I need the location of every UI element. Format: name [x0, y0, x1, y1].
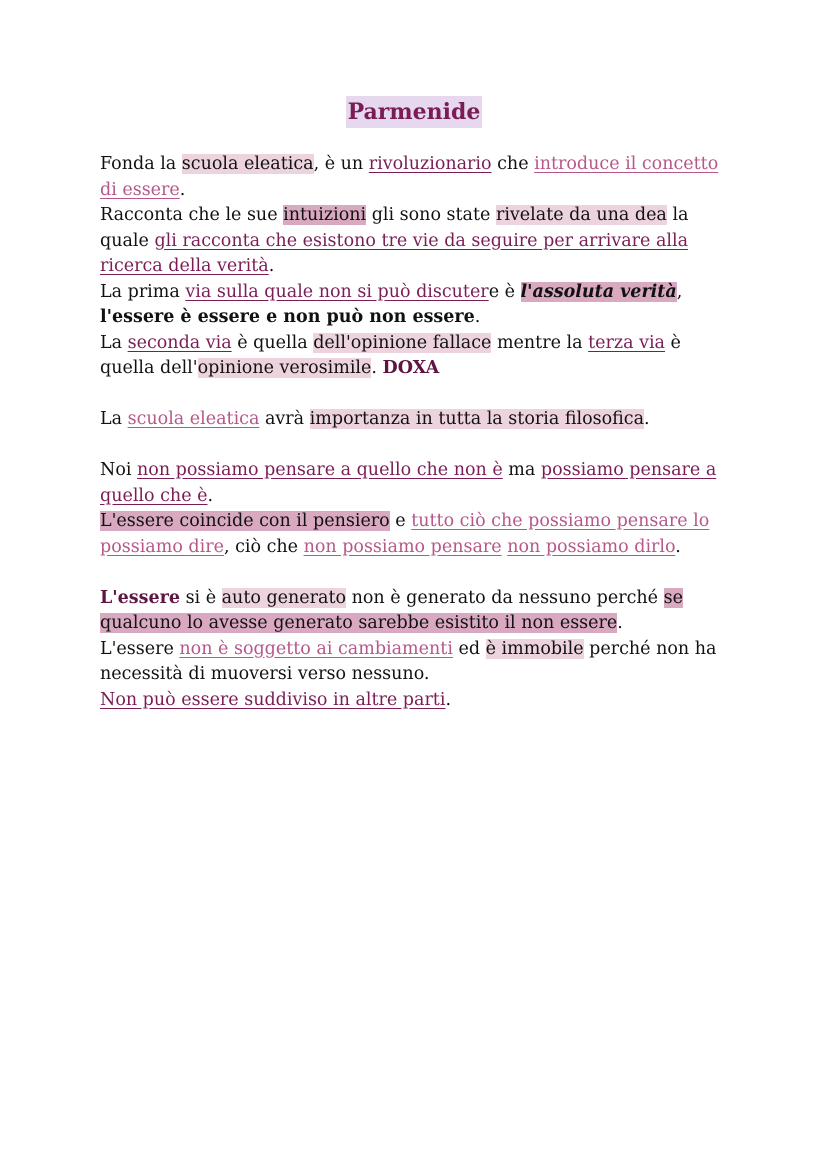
paragraph-6: [100, 458, 740, 509]
text-run: .: [207, 485, 214, 506]
underline-cambiamenti: non è soggetto ai cambiamenti: [179, 638, 453, 659]
bold-essere-essere: l'essere è essere e non può non essere: [100, 307, 475, 327]
text-run: .: [268, 256, 275, 276]
title-container: [0, 96, 828, 128]
highlight-assoluta-verita: l'assoluta verità: [520, 281, 677, 302]
text-run: .: [644, 409, 650, 429]
paragraph-gap: [100, 560, 740, 586]
paragraph-4: [100, 331, 740, 382]
highlight-immobile: è immobile: [485, 638, 584, 659]
highlight-opinione-verosimile: opinione verosimile: [197, 358, 372, 378]
highlight-intuizioni: intuizioni: [283, 205, 367, 225]
text-run: .: [474, 307, 481, 327]
paragraph-3: [100, 280, 740, 331]
paragraph-8: [100, 586, 740, 637]
text-run: non è generato da nessuno perché: [346, 587, 664, 608]
text-run: L'essere: [100, 638, 180, 659]
underline-suddiviso: Non può essere suddiviso in altre parti: [100, 689, 446, 710]
text-run: .: [179, 179, 186, 200]
underline-seconda-via: seconda via: [127, 332, 232, 353]
text-run: La: [100, 409, 128, 429]
underline-via-indiscutibile: via sulla quale non si può discuter: [185, 281, 489, 302]
text-run: .: [445, 689, 452, 710]
text-run: , è un: [313, 154, 369, 174]
text-run: ed: [452, 638, 486, 659]
text-run: .: [371, 358, 383, 378]
paragraph-7: [100, 509, 740, 560]
text-run: e è: [488, 281, 521, 302]
text-run: .: [675, 536, 681, 557]
underline-concetto-essere: introduce il concetto di essere: [100, 154, 719, 200]
underline-non-possiamo-pensare-2: non possiamo pensare: [303, 536, 502, 557]
text-run: ,: [676, 281, 683, 302]
text-run: , ciò che: [223, 536, 304, 557]
paragraph-9: [100, 637, 740, 688]
underline-tre-vie: gli racconta che esistono tre vie da seguire per arrivare alla ricerca della verità: [100, 230, 688, 276]
paragraph-gap: [100, 433, 740, 459]
text-run: Noi: [100, 460, 138, 480]
highlight-auto-generato: auto generato: [221, 587, 347, 608]
paragraph-1: [100, 152, 740, 203]
text-run: la quale: [100, 205, 689, 251]
text-run: gli sono state: [366, 205, 496, 225]
highlight-opinione-fallace: dell'opinione fallace: [313, 332, 492, 353]
page-title: Parmenide: [346, 96, 483, 128]
text-run: avrà: [259, 409, 310, 429]
highlight-scuola-eleatica: scuola eleatica: [181, 154, 314, 174]
text-run: perché non ha necessità di muoversi verso nessuno.: [100, 638, 717, 684]
text-run: ma: [502, 460, 541, 480]
text-run: Fonda la: [100, 154, 182, 174]
text-run: Racconta che le sue: [100, 205, 284, 225]
paragraph-2: [100, 203, 740, 280]
paragraph-gap: [100, 382, 740, 408]
bold-doxa: DOXA: [382, 358, 440, 378]
underline-possiamo-dire: tutto ciò che possiamo pensare lo possiamo dire: [100, 511, 710, 557]
paragraph-5: [100, 407, 740, 433]
underline-non-possiamo-pensare: non possiamo pensare a quello che non è: [137, 460, 503, 480]
text-run: che: [491, 154, 535, 174]
highlight-rivelate-dea: rivelate da una dea: [495, 205, 667, 225]
highlight-non-essere: se qualcuno lo avesse generato sarebbe esistito il non essere: [100, 587, 683, 633]
underline-terza-via: terza via: [588, 332, 665, 353]
document-body: [100, 152, 740, 713]
text-run: è quella dell': [100, 332, 681, 378]
text-run: La prima: [100, 281, 186, 302]
underline-scuola-eleatica: scuola eleatica: [127, 409, 260, 429]
underline-non-possiamo-dirlo: non possiamo dirlo: [507, 536, 676, 557]
bold-essere: L'essere: [100, 587, 180, 608]
highlight-importanza: importanza in tutta la storia filosofica: [309, 409, 645, 429]
text-run: La: [100, 332, 128, 353]
highlight-essere-pensiero: L'essere coincide con il pensiero: [100, 511, 390, 531]
text-run: .: [617, 613, 623, 633]
underline-rivoluzionario: rivoluzionario: [368, 154, 492, 174]
text-run: e: [389, 511, 412, 531]
text-run: si è: [180, 587, 222, 608]
paragraph-10: [100, 688, 740, 714]
underline-possiamo-pensare: possiamo pensare a quello che è: [100, 460, 717, 506]
text-run: mentre la: [491, 332, 589, 353]
text-run: è quella: [231, 332, 314, 353]
